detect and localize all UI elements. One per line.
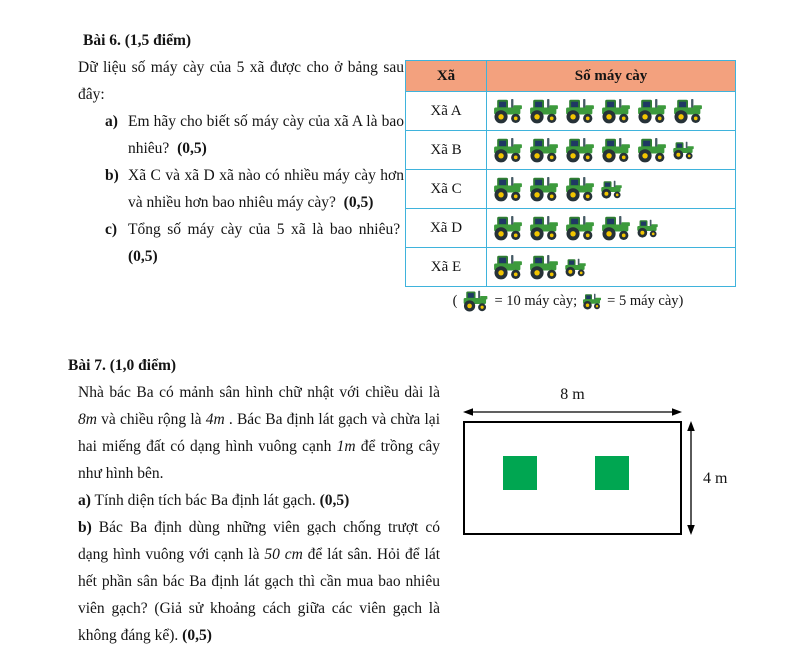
green-square-2 — [595, 456, 629, 490]
text-segment: 50 cm — [264, 546, 303, 563]
table-row — [406, 209, 736, 248]
legend-small-value: = 5 máy cày) — [607, 293, 684, 309]
row-pictographs — [487, 92, 736, 131]
tractor-icon — [581, 293, 603, 310]
height-arrow — [685, 421, 697, 535]
tractor-icon — [671, 141, 696, 160]
exercise-6 — [78, 27, 404, 270]
text-segment: và chiều rộng là — [96, 411, 206, 428]
question-text: Em hãy cho biết số máy cày của xã A là bao nhiêu? (0,5) — [128, 113, 404, 157]
table-row — [406, 131, 736, 170]
exercise-7-body — [68, 379, 440, 649]
row-pictographs — [487, 248, 736, 287]
exercise-6-intro: Dữ liệu số máy cày của 5 xã được cho ở bảng sau đây: — [78, 59, 404, 103]
exercise-6-questions — [78, 108, 404, 270]
text-segment: Tính diện tích bác Ba định lát gạch. — [90, 492, 320, 509]
exercise-7 — [68, 352, 440, 649]
exercise-7-intro — [78, 379, 440, 487]
tractor-icon — [671, 98, 705, 124]
question-text: Tổng số máy cày của 5 xã là bao nhiêu? (0,5) — [128, 221, 404, 265]
text-segment: . Bác Ba định lát gạch và chừa lại hai miếng đất có dạng hình vuông cạnh — [78, 411, 440, 455]
text-segment: để trồng cây như hình bên. — [78, 438, 440, 482]
exercise-7-question-a — [78, 487, 440, 514]
text-segment: a) — [78, 492, 91, 509]
diagram-rect-row — [463, 421, 727, 535]
table-row — [406, 92, 736, 131]
row-label: Xã C — [406, 170, 487, 209]
tractor-table-head — [406, 61, 736, 92]
tractor-icon — [599, 180, 624, 199]
text-segment: (0,5) — [319, 492, 350, 509]
column-header-count: Số máy cày — [487, 61, 736, 92]
tractor-icon — [527, 215, 561, 241]
tractor-icon — [563, 98, 597, 124]
question-points: (0,5) — [177, 140, 207, 157]
question-label: a) — [105, 113, 118, 130]
text-segment: 8m — [78, 411, 97, 428]
text-segment: b) — [78, 519, 92, 536]
question-item — [78, 216, 404, 270]
tractor-icon — [527, 176, 561, 202]
tractor-icon — [527, 137, 561, 163]
tractor-table — [405, 60, 736, 287]
tractor-icon — [635, 219, 660, 238]
legend-big-value: = 10 máy cày; — [494, 293, 578, 309]
green-square-1 — [503, 456, 537, 490]
question-label: b) — [105, 167, 119, 184]
question-item — [78, 108, 404, 162]
tractor-icon — [491, 137, 525, 163]
width-arrow — [463, 406, 682, 418]
tractor-icon — [491, 176, 525, 202]
tractor-icon — [599, 137, 633, 163]
table-row — [406, 248, 736, 287]
pictograph-legend — [415, 289, 721, 313]
row-pictographs — [487, 170, 736, 209]
question-text: Xã C và xã D xã nào có nhiều máy cày hơn và nhiều hơn bao nhiêu máy cày? (0,5) — [128, 167, 404, 211]
question-item — [78, 162, 404, 216]
yard-diagram — [463, 386, 727, 535]
tractor-icon — [563, 176, 597, 202]
text-segment: (0,5) — [182, 627, 212, 644]
tractor-icon — [635, 98, 669, 124]
tractor-icon — [635, 137, 669, 163]
tractor-icon — [527, 98, 561, 124]
text-segment: 4m — [205, 411, 225, 428]
exercise-6-title: Bài 6. (1,5 điểm) — [83, 32, 192, 49]
row-label: Xã B — [406, 131, 487, 170]
tractor-icon — [491, 254, 525, 280]
question-points: (0,5) — [128, 248, 158, 265]
width-label: 8 m — [560, 386, 585, 403]
height-label: 4 m — [703, 469, 728, 487]
row-label: Xã E — [406, 248, 487, 287]
text-segment: để lát sân. Hỏi để lát hết phần sân bác Ba định lát gạch thì cần mua bao nhiêu viên gạch? (Giả sử khoảng cách giữa các viên gạch là không đáng kể). — [78, 546, 441, 644]
tractor-icon — [563, 258, 588, 277]
tractor-icon — [461, 290, 490, 312]
tractor-table-body — [406, 92, 736, 287]
exercise-7-question-b — [78, 514, 440, 649]
yard-rectangle — [463, 421, 682, 535]
text-segment: 1m — [336, 438, 356, 455]
row-label: Xã D — [406, 209, 487, 248]
tractor-icon — [599, 215, 633, 241]
text-segment: Bác Ba định dùng những viên gạch chống trượt có dạng hình vuông với cạnh là — [78, 519, 440, 563]
tractor-icon — [563, 215, 597, 241]
tractor-icon — [491, 98, 525, 124]
tractor-icon — [599, 98, 633, 124]
row-pictographs — [487, 131, 736, 170]
row-pictographs — [487, 209, 736, 248]
tractor-icon — [491, 215, 525, 241]
tractor-icon — [563, 137, 597, 163]
text-segment: Nhà bác Ba có mảnh sân hình chữ nhật với chiều dài là — [78, 384, 440, 401]
tractor-icon — [527, 254, 561, 280]
row-label: Xã A — [406, 92, 487, 131]
column-header-xa: Xã — [406, 61, 487, 92]
question-label: c) — [105, 221, 118, 238]
question-points: (0,5) — [343, 194, 374, 211]
legend-open-paren: ( — [452, 293, 458, 309]
table-row — [406, 170, 736, 209]
exercise-7-title: Bài 7. (1,0 điểm) — [68, 357, 177, 374]
